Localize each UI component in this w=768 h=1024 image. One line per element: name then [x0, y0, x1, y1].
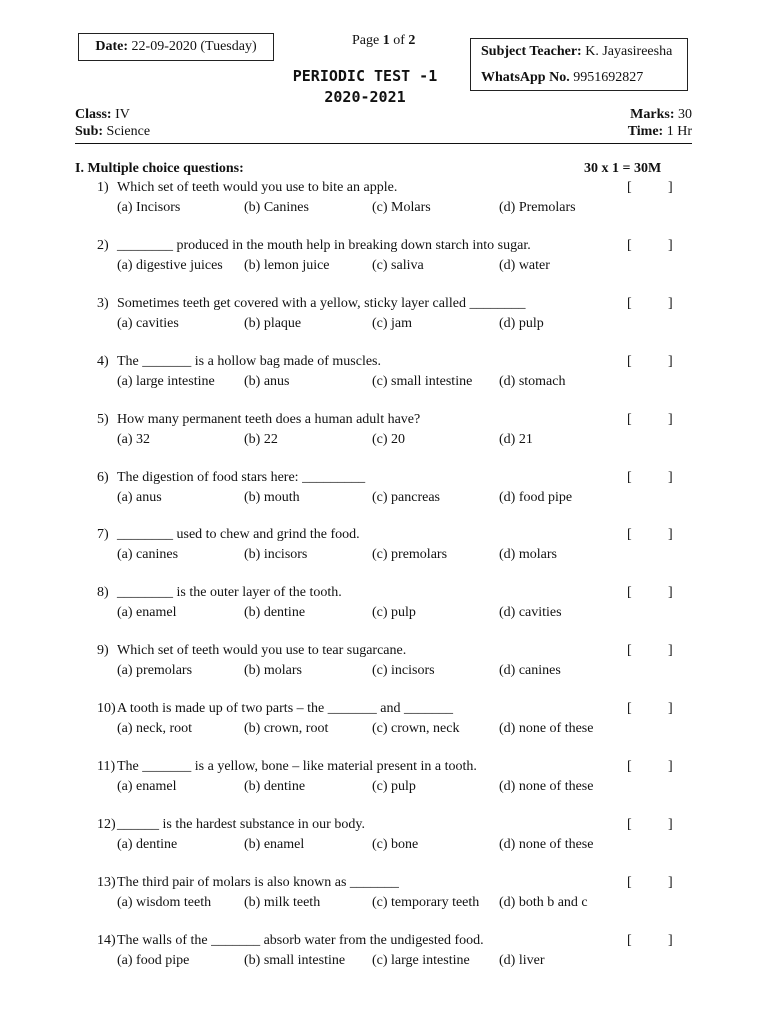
- option-d: (d) none of these: [499, 721, 594, 737]
- time-value: 1 Hr: [666, 124, 692, 139]
- marks-label: Marks:: [630, 107, 675, 122]
- date-value: 22-09-2020 (Tuesday): [131, 39, 257, 54]
- question-item: [0, 412, 768, 456]
- class-value: IV: [115, 107, 130, 122]
- option-c: (c) pulp: [372, 605, 416, 621]
- page-total: 2: [408, 33, 416, 48]
- option-b: (b) small intestine: [244, 952, 346, 968]
- question-number: 2): [97, 237, 109, 253]
- question-item: [0, 470, 768, 514]
- option-a: (a) dentine: [117, 836, 178, 852]
- question-number: 10): [97, 701, 116, 717]
- question-text: ______ is the hardest substance in our body.: [117, 816, 365, 832]
- answer-bracket-left: [: [627, 353, 632, 369]
- question-text: ________ used to chew and grind the food.: [117, 527, 360, 543]
- option-c: (c) temporary teeth: [372, 894, 480, 910]
- answer-bracket-left: [: [627, 643, 632, 659]
- subject-value: Science: [106, 124, 151, 139]
- answer-bracket-right: ]: [668, 932, 673, 948]
- date-label: Date:: [95, 39, 129, 54]
- option-b: (b) crown, root: [244, 721, 329, 737]
- teacher-row: [481, 39, 687, 65]
- answer-bracket-left: [: [627, 759, 632, 774]
- option-a: (a) wisdom teeth: [117, 894, 212, 910]
- answer-bracket-right: ]: [668, 527, 673, 543]
- option-b: (b) milk teeth: [244, 894, 321, 910]
- option-d: (d) stomach: [499, 373, 566, 389]
- answer-bracket-left: [: [627, 237, 632, 253]
- answer-bracket-right: ]: [668, 180, 673, 195]
- question-text: A tooth is made up of two parts – the _______ and _______: [117, 701, 453, 717]
- option-b: (b) dentine: [244, 605, 306, 621]
- option-c: (c) jam: [372, 315, 413, 331]
- answer-bracket-left: [: [627, 874, 632, 890]
- question-text: Which set of teeth would you use to bite an apple.: [117, 180, 398, 195]
- answer-bracket-left: [: [627, 469, 632, 485]
- question-number: 13): [97, 874, 116, 890]
- option-d: (d) none of these: [499, 779, 594, 794]
- option-b: (b) anus: [244, 373, 290, 389]
- question-text: ________ is the outer layer of the tooth.: [117, 585, 342, 601]
- page-prefix: Page: [352, 33, 380, 48]
- option-d: (d) liver: [499, 952, 545, 968]
- option-a: (a) neck, root: [117, 721, 193, 737]
- option-d: (d) water: [499, 257, 550, 273]
- option-d: (d) molars: [499, 547, 557, 563]
- answer-bracket-right: ]: [668, 237, 673, 253]
- teacher-box: [470, 38, 688, 91]
- option-d: (d) both b and c: [499, 894, 588, 910]
- option-c: (c) 20: [372, 431, 406, 447]
- option-d: (d) canines: [499, 663, 561, 679]
- option-c: (c) incisors: [372, 663, 435, 679]
- whatsapp-row: [481, 65, 687, 91]
- question-number: 6): [97, 469, 109, 485]
- answer-bracket-right: ]: [668, 816, 673, 832]
- question-item: [0, 296, 768, 340]
- marks-info: [630, 107, 692, 123]
- option-c: (c) small intestine: [372, 373, 473, 389]
- answer-bracket-left: [: [627, 932, 632, 948]
- question-item: [0, 759, 768, 803]
- answer-bracket-left: [: [627, 180, 632, 195]
- question-number: 14): [97, 932, 116, 948]
- question-item: [0, 875, 768, 919]
- marks-value: 30: [678, 107, 692, 122]
- question-item: [0, 643, 768, 687]
- option-c: (c) Molars: [372, 200, 431, 215]
- question-text: The third pair of molars is also known as _______: [117, 874, 399, 890]
- option-d: (d) 21: [499, 431, 533, 447]
- question-number: 9): [97, 643, 109, 659]
- class-info: [75, 107, 130, 123]
- answer-bracket-right: ]: [668, 643, 673, 659]
- option-c: (c) pancreas: [372, 489, 441, 505]
- option-a: (a) premolars: [117, 663, 193, 679]
- question-text: The _______ is a yellow, bone – like material present in a tooth.: [117, 759, 477, 774]
- answer-bracket-left: [: [627, 295, 632, 311]
- whatsapp-label: WhatsApp No.: [481, 70, 570, 85]
- option-d: (d) none of these: [499, 836, 594, 852]
- option-b: (b) 22: [244, 431, 278, 447]
- option-c: (c) crown, neck: [372, 721, 460, 737]
- question-item: [0, 701, 768, 745]
- option-c: (c) large intestine: [372, 952, 470, 968]
- question-number: 5): [97, 411, 109, 427]
- answer-bracket-left: [: [627, 701, 632, 717]
- answer-bracket-right: ]: [668, 295, 673, 311]
- option-a: (a) food pipe: [117, 952, 190, 968]
- question-text: ________ produced in the mouth help in breaking down starch into sugar.: [117, 237, 531, 253]
- question-text: The digestion of food stars here: _________: [117, 469, 366, 485]
- option-a: (a) cavities: [117, 315, 179, 331]
- option-c: (c) bone: [372, 836, 419, 852]
- test-year: 2020-2021: [324, 88, 406, 106]
- class-label: Class:: [75, 107, 112, 122]
- question-item: [0, 527, 768, 571]
- question-number: 8): [97, 585, 109, 601]
- question-item: [0, 933, 768, 977]
- option-b: (b) incisors: [244, 547, 308, 563]
- answer-bracket-right: ]: [668, 759, 673, 774]
- option-b: (b) dentine: [244, 779, 306, 794]
- answer-bracket-right: ]: [668, 411, 673, 427]
- answer-bracket-right: ]: [668, 469, 673, 485]
- header-divider: [75, 143, 692, 144]
- option-a: (a) 32: [117, 431, 151, 447]
- question-text: Which set of teeth would you use to tear sugarcane.: [117, 643, 407, 659]
- option-c: (c) saliva: [372, 257, 424, 273]
- subject-label: Sub:: [75, 124, 104, 139]
- question-item: [0, 354, 768, 398]
- answer-bracket-right: ]: [668, 353, 673, 369]
- option-b: (b) lemon juice: [244, 257, 330, 273]
- page-of: of: [393, 33, 405, 48]
- option-d: (d) pulp: [499, 315, 544, 331]
- teacher-value: K. Jayasireesha: [585, 44, 673, 59]
- question-text: How many permanent teeth does a human adult have?: [117, 411, 421, 427]
- question-item: [0, 585, 768, 629]
- option-a: (a) Incisors: [117, 200, 181, 215]
- option-b: (b) enamel: [244, 836, 305, 852]
- option-c: (c) pulp: [372, 779, 416, 794]
- question-text: The walls of the _______ absorb water from the undigested food.: [117, 932, 484, 948]
- option-c: (c) premolars: [372, 547, 448, 563]
- time-label: Time:: [627, 124, 664, 139]
- answer-bracket-right: ]: [668, 874, 673, 890]
- option-d: (d) Premolars: [499, 200, 576, 215]
- question-item: [0, 180, 768, 224]
- option-d: (d) food pipe: [499, 489, 573, 505]
- answer-bracket-left: [: [627, 411, 632, 427]
- question-number: 3): [97, 295, 109, 311]
- answer-bracket-left: [: [627, 527, 632, 543]
- option-a: (a) enamel: [117, 605, 177, 621]
- section-marks: 30 x 1 = 30M: [584, 161, 662, 176]
- question-number: 1): [97, 180, 109, 195]
- question-text: Sometimes teeth get covered with a yellow, sticky layer called ________: [117, 295, 526, 311]
- subject-info: [75, 124, 150, 140]
- question-number: 7): [97, 527, 109, 543]
- teacher-label: Subject Teacher:: [481, 44, 582, 59]
- whatsapp-value: 9951692827: [573, 70, 644, 85]
- option-d: (d) cavities: [499, 605, 562, 621]
- option-a: (a) large intestine: [117, 373, 215, 389]
- answer-bracket-left: [: [627, 816, 632, 832]
- option-a: (a) enamel: [117, 779, 177, 794]
- question-number: 12): [97, 816, 116, 832]
- answer-bracket-left: [: [627, 585, 632, 601]
- option-b: (b) Canines: [244, 200, 309, 215]
- option-a: (a) canines: [117, 547, 179, 563]
- question-number: 4): [97, 353, 109, 369]
- question-item: [0, 817, 768, 861]
- time-info: [628, 124, 692, 140]
- date-box: [78, 33, 274, 61]
- test-title: PERIODIC TEST -1: [292, 67, 438, 85]
- question-number: 11): [97, 759, 116, 774]
- question-text: The _______ is a hollow bag made of muscles.: [117, 353, 382, 369]
- section-heading: I. Multiple choice questions:: [75, 161, 244, 176]
- answer-bracket-right: ]: [668, 701, 673, 717]
- option-a: (a) anus: [117, 489, 162, 505]
- option-a: (a) digestive juices: [117, 257, 223, 273]
- option-b: (b) plaque: [244, 315, 302, 331]
- answer-bracket-right: ]: [668, 585, 673, 601]
- option-b: (b) molars: [244, 663, 302, 679]
- question-item: [0, 238, 768, 282]
- page-current: 1: [382, 33, 390, 48]
- option-b: (b) mouth: [244, 489, 300, 505]
